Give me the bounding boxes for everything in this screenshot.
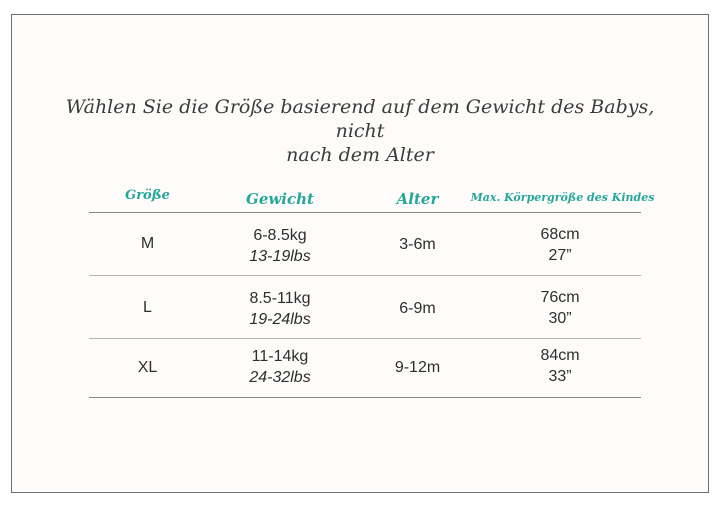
- age-cell: 3-6m: [399, 236, 436, 253]
- weight-kg: 6-8.5kg: [253, 227, 307, 244]
- height-cell: [500, 287, 620, 329]
- table-bottom-divider: [89, 397, 641, 398]
- height-in: 27”: [548, 247, 572, 264]
- age-cell: 6-9m: [399, 300, 436, 317]
- column-header-age: Alter: [396, 190, 439, 208]
- age-cell: 9-12m: [394, 359, 441, 376]
- height-in: 30”: [548, 310, 572, 327]
- size-cell: XL: [137, 359, 158, 376]
- row-divider: [89, 275, 641, 276]
- column-header-weight: Gewicht: [246, 190, 314, 208]
- weight-cell: [215, 225, 345, 267]
- size-cell: M: [140, 235, 155, 252]
- weight-kg: 8.5-11kg: [249, 290, 311, 307]
- height-cm: 68cm: [540, 226, 580, 243]
- height-in: 33”: [548, 368, 572, 385]
- height-cell: [500, 224, 620, 266]
- column-header-height: Max. Körpergröße des Kindes: [470, 191, 655, 204]
- heading-line-1: Wählen Sie die Größe basierend auf dem Gewicht des Babys, nicht: [65, 96, 655, 142]
- height-cell: [500, 345, 620, 387]
- weight-lbs: 19-24lbs: [249, 311, 311, 328]
- page-heading: [40, 95, 680, 167]
- weight-kg: 11-14kg: [251, 348, 309, 365]
- weight-lbs: 13-19lbs: [249, 248, 311, 265]
- row-divider: [89, 338, 641, 339]
- header-divider: [89, 212, 641, 213]
- weight-lbs: 24-32lbs: [249, 369, 311, 386]
- column-header-size: Größe: [125, 188, 170, 203]
- weight-cell: [215, 288, 345, 330]
- heading-line-2: nach dem Alter: [286, 144, 434, 166]
- height-cm: 84cm: [540, 347, 580, 364]
- weight-cell: [215, 346, 345, 388]
- height-cm: 76cm: [540, 289, 580, 306]
- size-cell: L: [143, 299, 152, 316]
